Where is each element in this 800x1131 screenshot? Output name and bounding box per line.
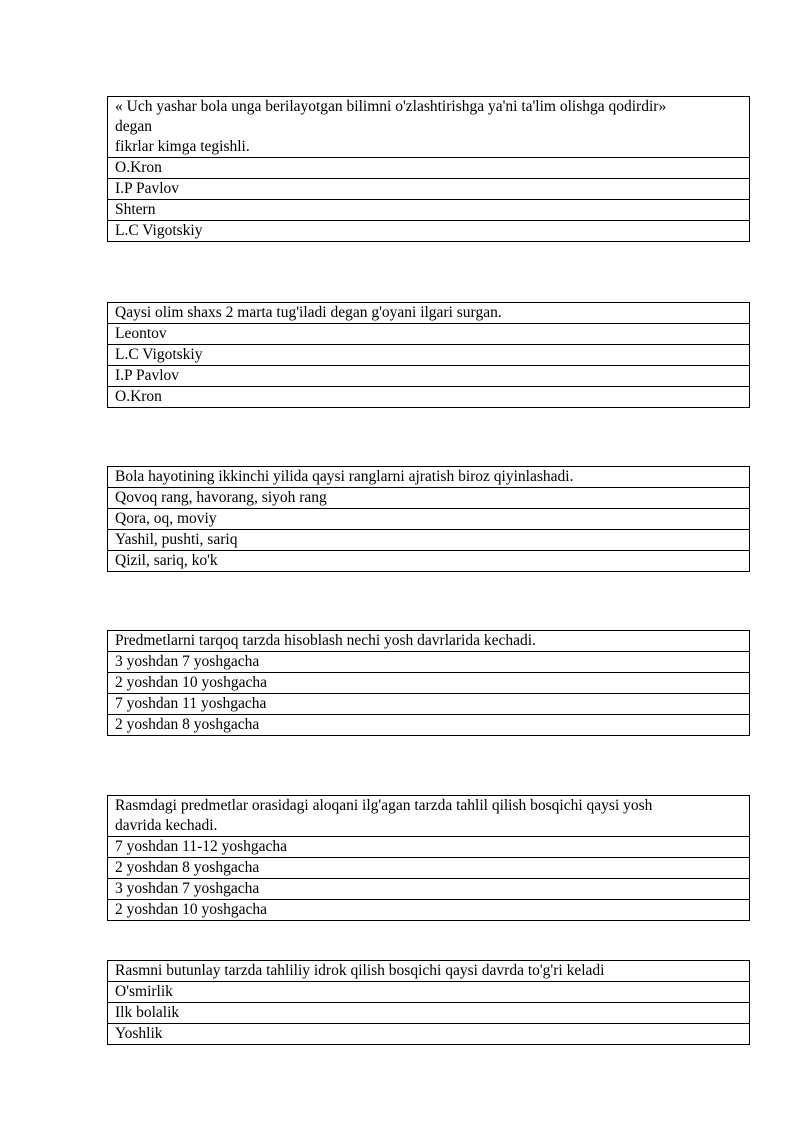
question-text: Rasmdagi predmetlar orasidagi aloqani ilg'agan tarzda tahlil qilish bosqichi qaysi yosh davrida kechadi. <box>108 796 750 837</box>
answer-option: Shtern <box>108 200 750 221</box>
question-text: Rasmni butunlay tarzda tahliliy idrok qilish bosqichi qaysi davrda to'g'ri keladi <box>108 961 750 982</box>
answer-option: Qora, oq, moviy <box>108 509 750 530</box>
answer-option: 3 yoshdan 7 yoshgacha <box>108 652 750 673</box>
answer-option: 7 yoshdan 11 yoshgacha <box>108 694 750 715</box>
answer-option: I.P Pavlov <box>108 366 750 387</box>
question-table-4 <box>107 630 750 736</box>
answer-option: O.Kron <box>108 387 750 408</box>
question-table-2 <box>107 302 750 408</box>
question-table-5 <box>107 795 750 921</box>
answer-option: L.C Vigotskiy <box>108 221 750 242</box>
answer-option: 2 yoshdan 10 yoshgacha <box>108 673 750 694</box>
answer-option: I.P Pavlov <box>108 179 750 200</box>
question-text: Bola hayotining ikkinchi yilida qaysi ranglarni ajratish biroz qiyinlashadi. <box>108 467 750 488</box>
question-table-1 <box>107 96 750 242</box>
answer-option: 2 yoshdan 10 yoshgacha <box>108 900 750 921</box>
answer-option: O.Kron <box>108 158 750 179</box>
answer-option: 2 yoshdan 8 yoshgacha <box>108 858 750 879</box>
answer-option: 7 yoshdan 11-12 yoshgacha <box>108 837 750 858</box>
answer-option: O'smirlik <box>108 982 750 1003</box>
question-text: Predmetlarni tarqoq tarzda hisoblash nechi yosh davrlarida kechadi. <box>108 631 750 652</box>
answer-option: L.C Vigotskiy <box>108 345 750 366</box>
answer-option: 2 yoshdan 8 yoshgacha <box>108 715 750 736</box>
question-text: « Uch yashar bola unga berilayotgan bilimni o'zlashtirishga ya'ni ta'lim olishga qodirdir» degan fikrlar kimga tegishli. <box>108 97 750 158</box>
answer-option: Yoshlik <box>108 1024 750 1045</box>
answer-option: Qizil, sariq, ko'k <box>108 551 750 572</box>
answer-option: 3 yoshdan 7 yoshgacha <box>108 879 750 900</box>
answer-option: Leontov <box>108 324 750 345</box>
answer-option: Yashil, pushti, sariq <box>108 530 750 551</box>
question-text: Qaysi olim shaxs 2 marta tug'iladi degan g'oyani ilgari surgan. <box>108 303 750 324</box>
answer-option: Qovoq rang, havorang, siyoh rang <box>108 488 750 509</box>
question-table-3 <box>107 466 750 572</box>
answer-option: Ilk bolalik <box>108 1003 750 1024</box>
question-table-6 <box>107 960 750 1045</box>
